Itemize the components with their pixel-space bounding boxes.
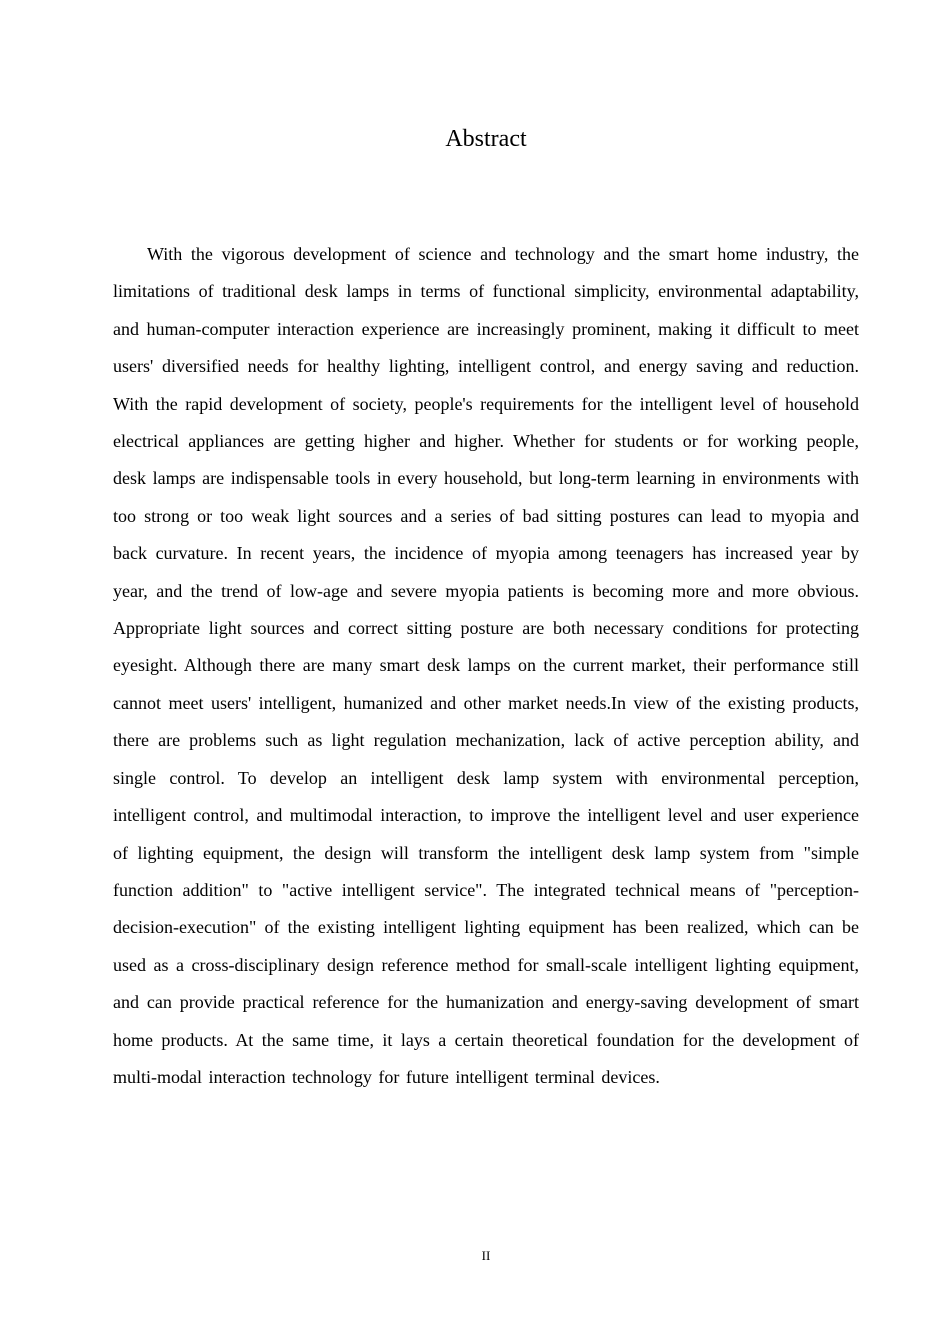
abstract-title: Abstract xyxy=(445,126,527,152)
abstract-paragraph: With the vigorous development of science and technology and the smart home industry, the limitations of traditional desk lamps in terms of functional simplicity, environmental adaptability, and human-computer interaction experience are increasingly prominent, making it difficult to meet users' diversified needs for healthy lighting, intelligent control, and energy saving and reduction. With the rapid development of society, people's requirements for the intelligent level of household electrical appliances are getting higher and higher. Whether for students or for working people, desk lamps are indispensable tools in every household, but long-term learning in environments with too strong or too weak light sources and a series of bad sitting postures can lead to myopia and back curvature. In recent years, the incidence of myopia among teenagers has increased year by year, and the trend of low-age and severe myopia patients is becoming more and more obvious. Appropriate light sources and correct sitting posture are both necessary conditions for protecting eyesight. Although there are many smart desk lamps on the current market, their performance still cannot meet users' intelligent, humanized and other market needs.In view of the existing products, there are problems such as light regulation mechanization, lack of active perception ability, and single control. To develop an intelligent desk lamp system with environmental perception, intelligent control, and multimodal interaction, to improve the intelligent level and user experience of lighting equipment, the design will transform the intelligent desk lamp system from "simple function addition" to "active intelligent service". The integrated technical means of "perception-decision-execution" of the existing intelligent lighting equipment has been realized, which can be used as a cross-disciplinary design reference method for small-scale intelligent lighting equipment, and can provide practical reference for the humanization and energy-saving development of smart home products. At the same time, it lays a certain theoretical foundation for the development of multi-modal interaction technology for future intelligent terminal devices. xyxy=(113,244,859,1087)
page-number: II xyxy=(481,1248,491,1263)
